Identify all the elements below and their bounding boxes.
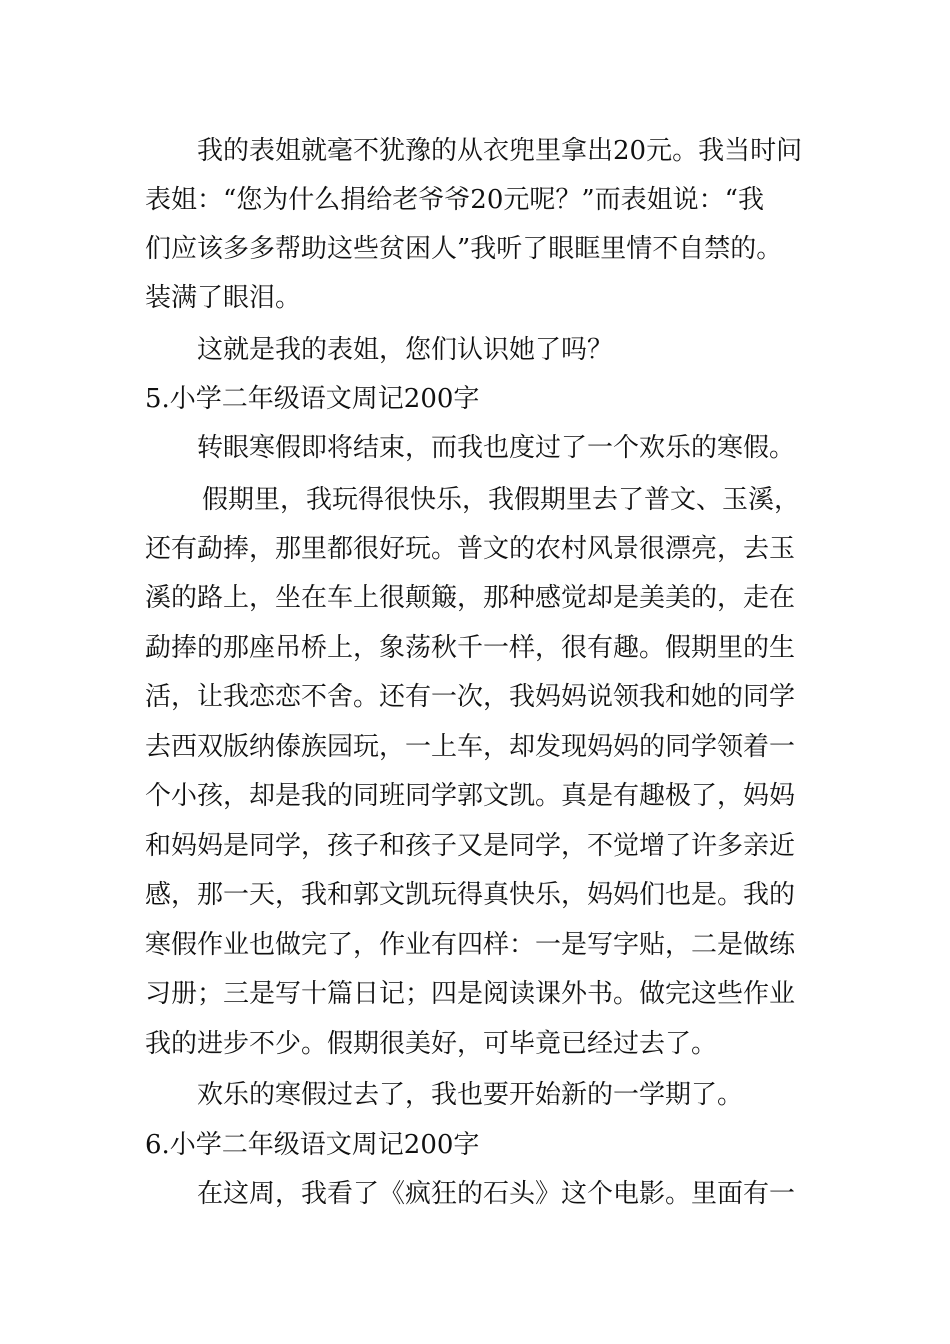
paragraph-line: 我的进步不少。假期很美好，可毕竟已经过去了。 bbox=[145, 1029, 718, 1059]
paragraph-line: 装满了眼泪。 bbox=[145, 283, 302, 313]
paragraph-line: 个小孩，却是我的同班同学郭文凯。真是有趣极了，妈妈 bbox=[145, 781, 796, 811]
paragraph-line: 这就是我的表姐，您们认识她了吗？ bbox=[197, 335, 614, 365]
paragraph-line: 在这周，我看了《疯狂的石头》这个电影。里面有一 bbox=[197, 1179, 796, 1209]
paragraph-line: 勐捧的那座吊桥上，象荡秋千一样，很有趣。假期里的生 bbox=[145, 633, 796, 663]
paragraph-line: 寒假作业也做完了，作业有四样：一是写字贴，二是做练 bbox=[145, 930, 796, 960]
section-heading: 5.小学二年级语文周记200字 bbox=[145, 384, 480, 414]
paragraph-line: 们应该多多帮助这些贫困人”我听了眼眶里情不自禁的。 bbox=[145, 234, 783, 264]
paragraph-line: 和妈妈是同学，孩子和孩子又是同学，不觉增了许多亲近 bbox=[145, 831, 796, 861]
paragraph-line: 转眼寒假即将结束，而我也度过了一个欢乐的寒假。 bbox=[197, 433, 796, 463]
paragraph-line: 活，让我恋恋不舍。还有一次，我妈妈说领我和她的同学 bbox=[145, 682, 796, 712]
paragraph-line: 还有勐捧，那里都很好玩。普文的农村风景很漂亮，去玉 bbox=[145, 534, 796, 564]
paragraph-line: 假期里，我玩得很快乐，我假期里去了普文、玉溪， bbox=[202, 485, 801, 515]
section-heading: 6.小学二年级语文周记200字 bbox=[145, 1130, 480, 1160]
paragraph-line: 欢乐的寒假过去了，我也要开始新的一学期了。 bbox=[197, 1080, 744, 1110]
paragraph-line: 表姐：“您为什么捐给老爷爷20元呢？”而表姐说：“我 bbox=[145, 185, 764, 215]
paragraph-line: 溪的路上，坐在车上很颠簸，那种感觉却是美美的，走在 bbox=[145, 583, 796, 613]
paragraph-line: 去西双版纳傣族园玩，一上车，却发现妈妈的同学领着一 bbox=[145, 732, 796, 762]
paragraph-line: 感，那一天，我和郭文凯玩得真快乐，妈妈们也是。我的 bbox=[145, 880, 796, 910]
paragraph-line: 习册；三是写十篇日记；四是阅读课外书。做完这些作业 bbox=[145, 979, 796, 1009]
paragraph-line: 我的表姐就毫不犹豫的从衣兜里拿出20元。我当时问 bbox=[197, 136, 803, 166]
